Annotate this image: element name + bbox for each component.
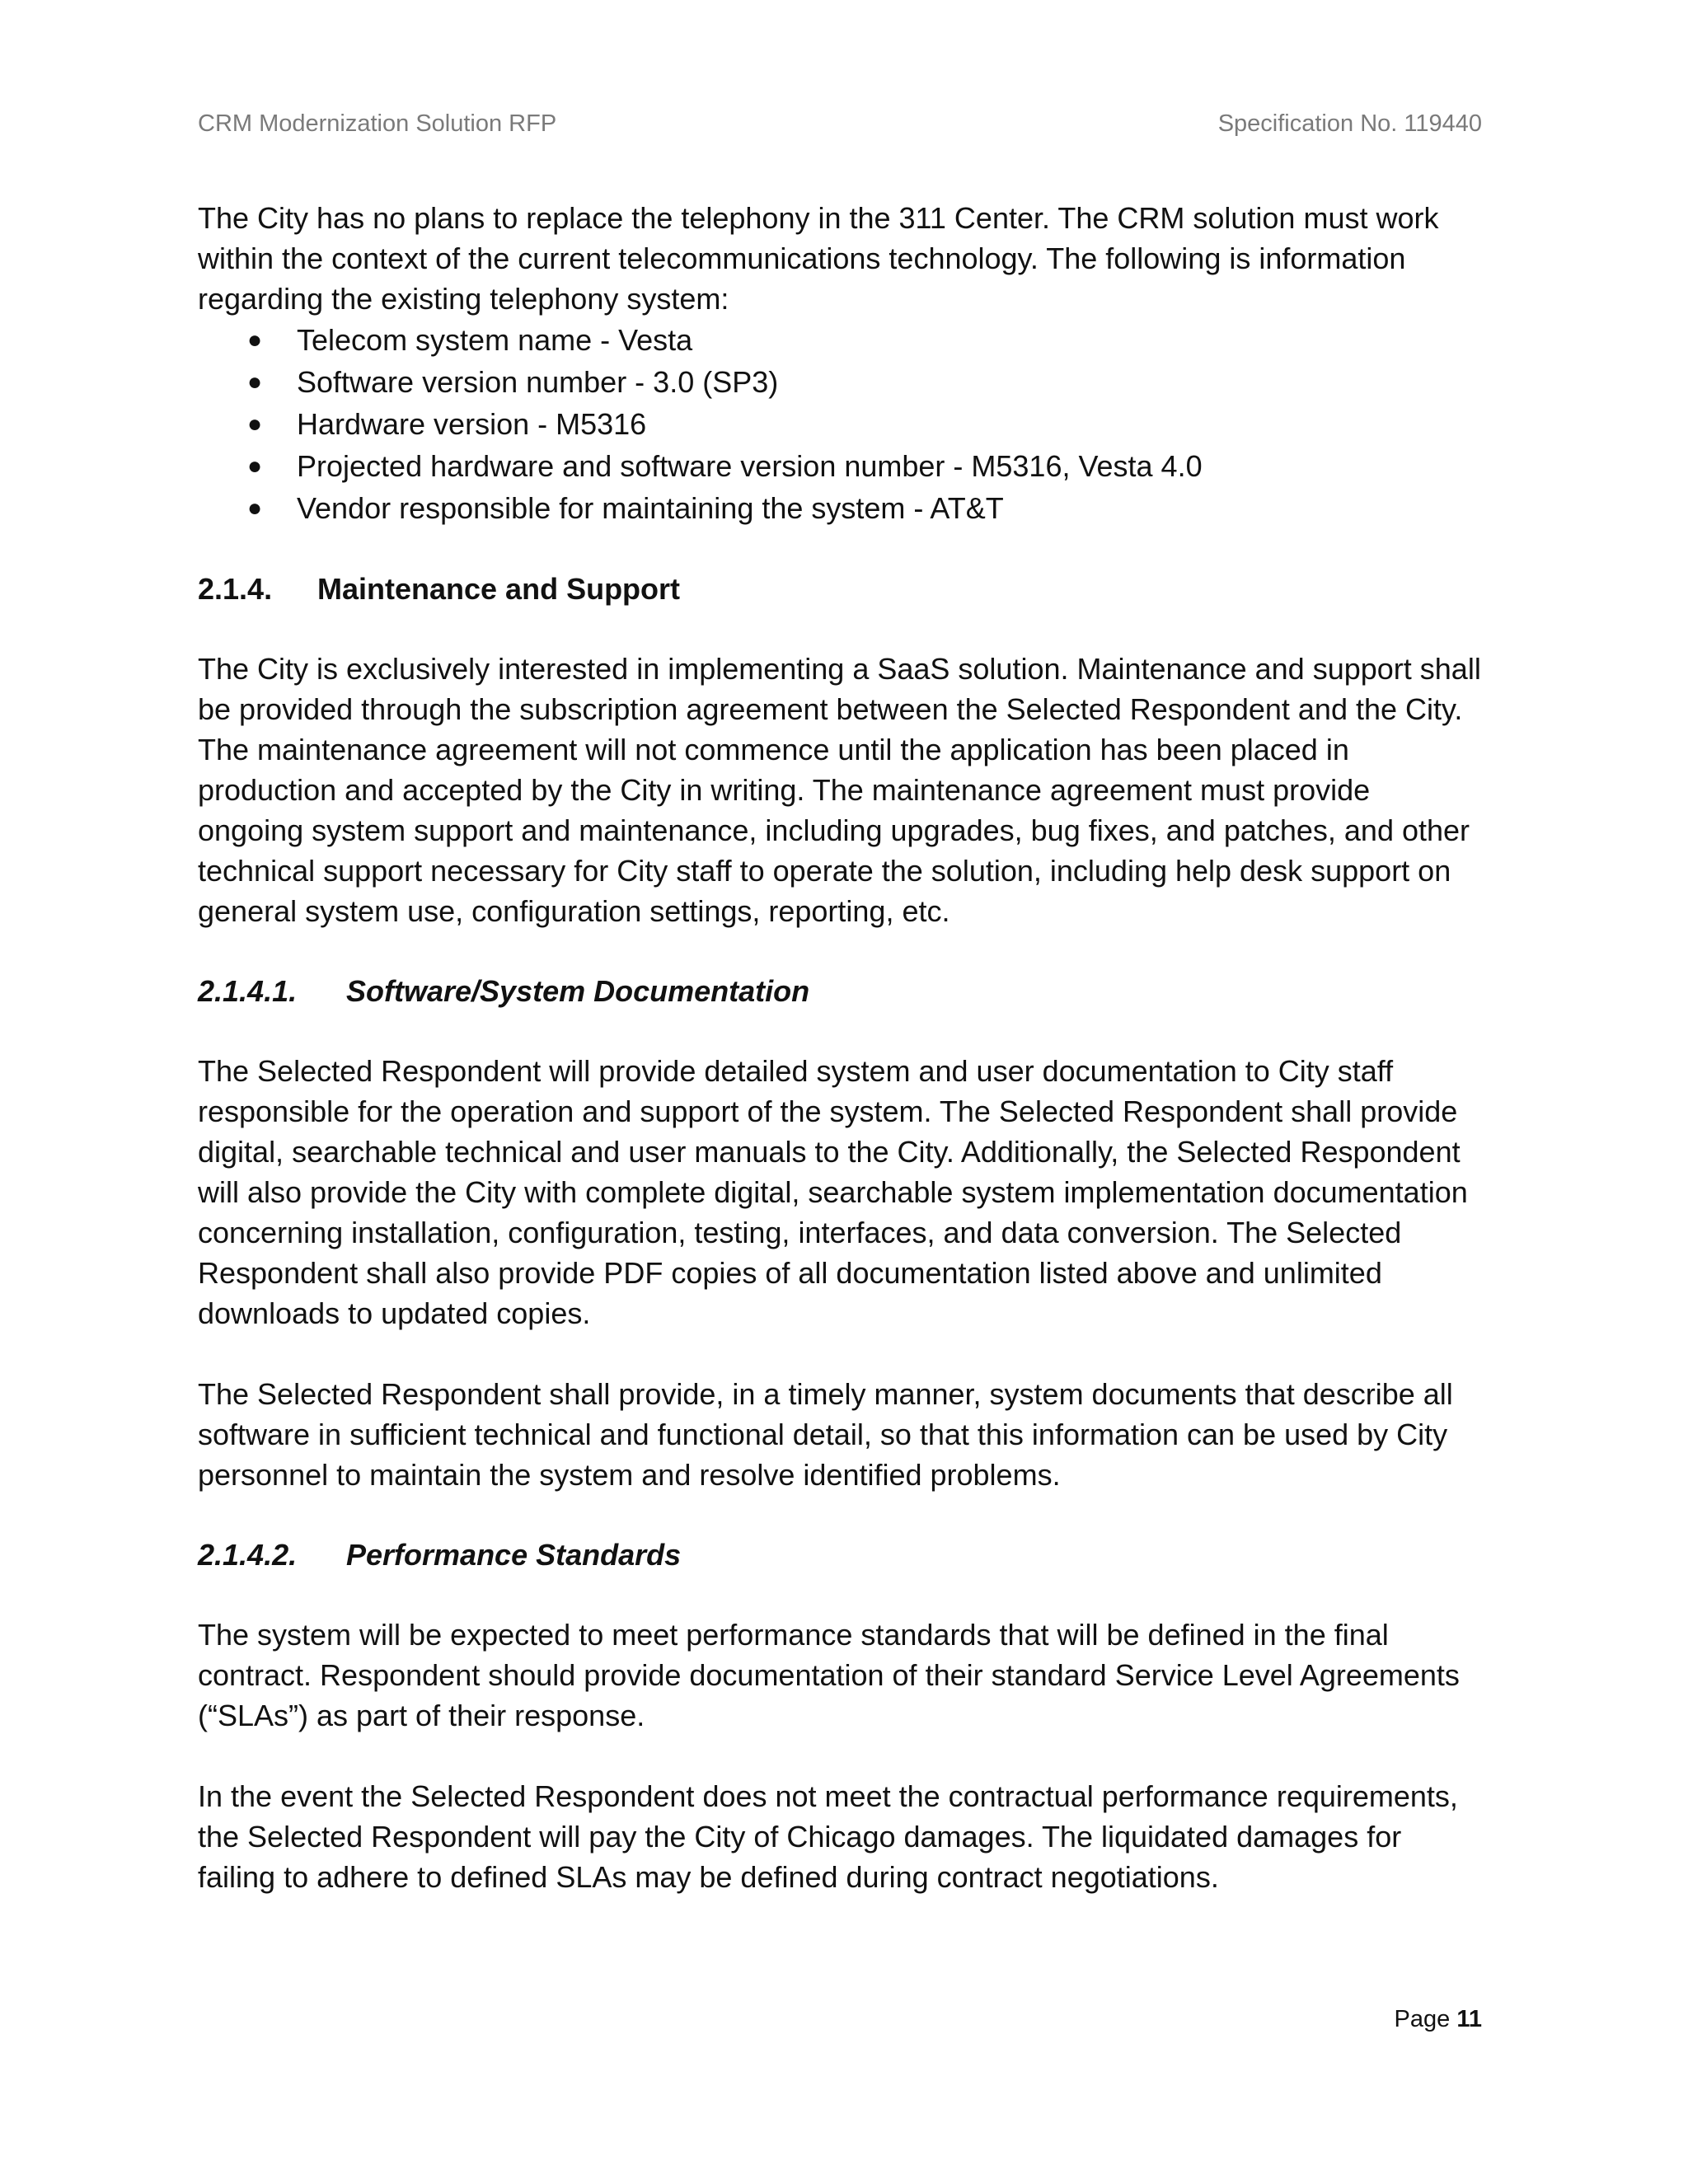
maintenance-paragraph: The City is exclusively interested in implementing a SaaS solution. Maintenance and support shall be provided through the subscription agreement between the Selected Respondent and the City. The maintenance agreement will not commence until the application has been placed in production and accepted by the City in writing. The maintenance agreement must provide ongoing system support and maintenance, including upgrades, bug fixes, and patches, and other technical support necessary for City staff to operate the solution, including help desk support on general system use, configuration settings, reporting, etc. — [198, 652, 1481, 928]
page-label: Page — [1394, 2006, 1451, 2032]
list-item — [198, 403, 1484, 445]
documentation-paragraph-2: The Selected Respondent shall provide, in a timely manner, system documents that describe all software in sufficient technical and functional detail, so that this information can be used by City personnel to maintain the system and resolve identified problems. — [198, 1377, 1453, 1492]
intro-paragraph: The City has no plans to replace the telephony in the 311 Center. The CRM solution must work within the context of the current telecommunications technology. The following is information regarding the existing telephony system: — [198, 201, 1439, 316]
page-number: 11 — [1456, 2006, 1482, 2032]
section-title: Maintenance and Support — [317, 572, 681, 606]
bullet-icon: ● — [247, 494, 263, 522]
bullet-icon: ● — [247, 410, 263, 438]
list-item — [198, 361, 1484, 403]
section-title: Performance Standards — [346, 1538, 682, 1572]
list-item — [198, 319, 1484, 361]
list-item — [198, 487, 1484, 529]
performance-paragraph-2: In the event the Selected Respondent does not meet the contractual performance requirements, the Selected Respondent will pay the City of Chicago damages. The liquidated damages for failing to adhere to defined SLAs may be defined during contract negotiations. — [198, 1779, 1458, 1894]
page-body — [198, 198, 1484, 1897]
list-item-text: Vendor responsible for maintaining the system - AT&T — [297, 491, 1004, 525]
list-item-text: Telecom system name - Vesta — [297, 323, 693, 357]
list-item-text: Projected hardware and software version number - M5316, Vesta 4.0 — [297, 449, 1203, 483]
documentation-paragraph-1: The Selected Respondent will provide detailed system and user documentation to City staff responsible for the operation and support of the system. The Selected Respondent shall provide digital, searchable technical and user manuals to the City. Additionally, the Selected Respondent will also provide the City with complete digital, searchable system implementation documentation concerning installation, configuration, testing, interfaces, and data conversion. The Selected Respondent shall also provide PDF copies of all documentation listed above and unlimited downloads to updated copies. — [198, 1054, 1468, 1330]
section-heading-2-1-4-1 — [198, 971, 1484, 1011]
list-item-text: Hardware version - M5316 — [297, 407, 647, 441]
bullet-icon: ● — [247, 452, 263, 480]
list-item — [198, 445, 1484, 487]
section-title: Software/System Documentation — [346, 974, 810, 1008]
header-spec-number: Specification No. 119440 — [1217, 110, 1482, 137]
performance-paragraph-1: The system will be expected to meet performance standards that will be defined in the final contract. Respondent should provide documentation of their standard Service Level Agreements (“SLAs”) as part of their response. — [198, 1618, 1460, 1732]
bullet-icon: ● — [247, 326, 263, 354]
telephony-info-list — [198, 319, 1484, 529]
section-number: 2.1.4.1. — [198, 974, 298, 1008]
section-heading-2-1-4-2 — [198, 1535, 1484, 1575]
section-number: 2.1.4. — [198, 572, 273, 606]
bullet-icon: ● — [247, 368, 263, 396]
section-heading-2-1-4 — [198, 569, 1484, 609]
list-item-text: Software version number - 3.0 (SP3) — [297, 365, 779, 399]
section-number: 2.1.4.2. — [198, 1538, 298, 1572]
page-footer — [1395, 2003, 1482, 2036]
header-title: CRM Modernization Solution RFP — [198, 110, 557, 137]
